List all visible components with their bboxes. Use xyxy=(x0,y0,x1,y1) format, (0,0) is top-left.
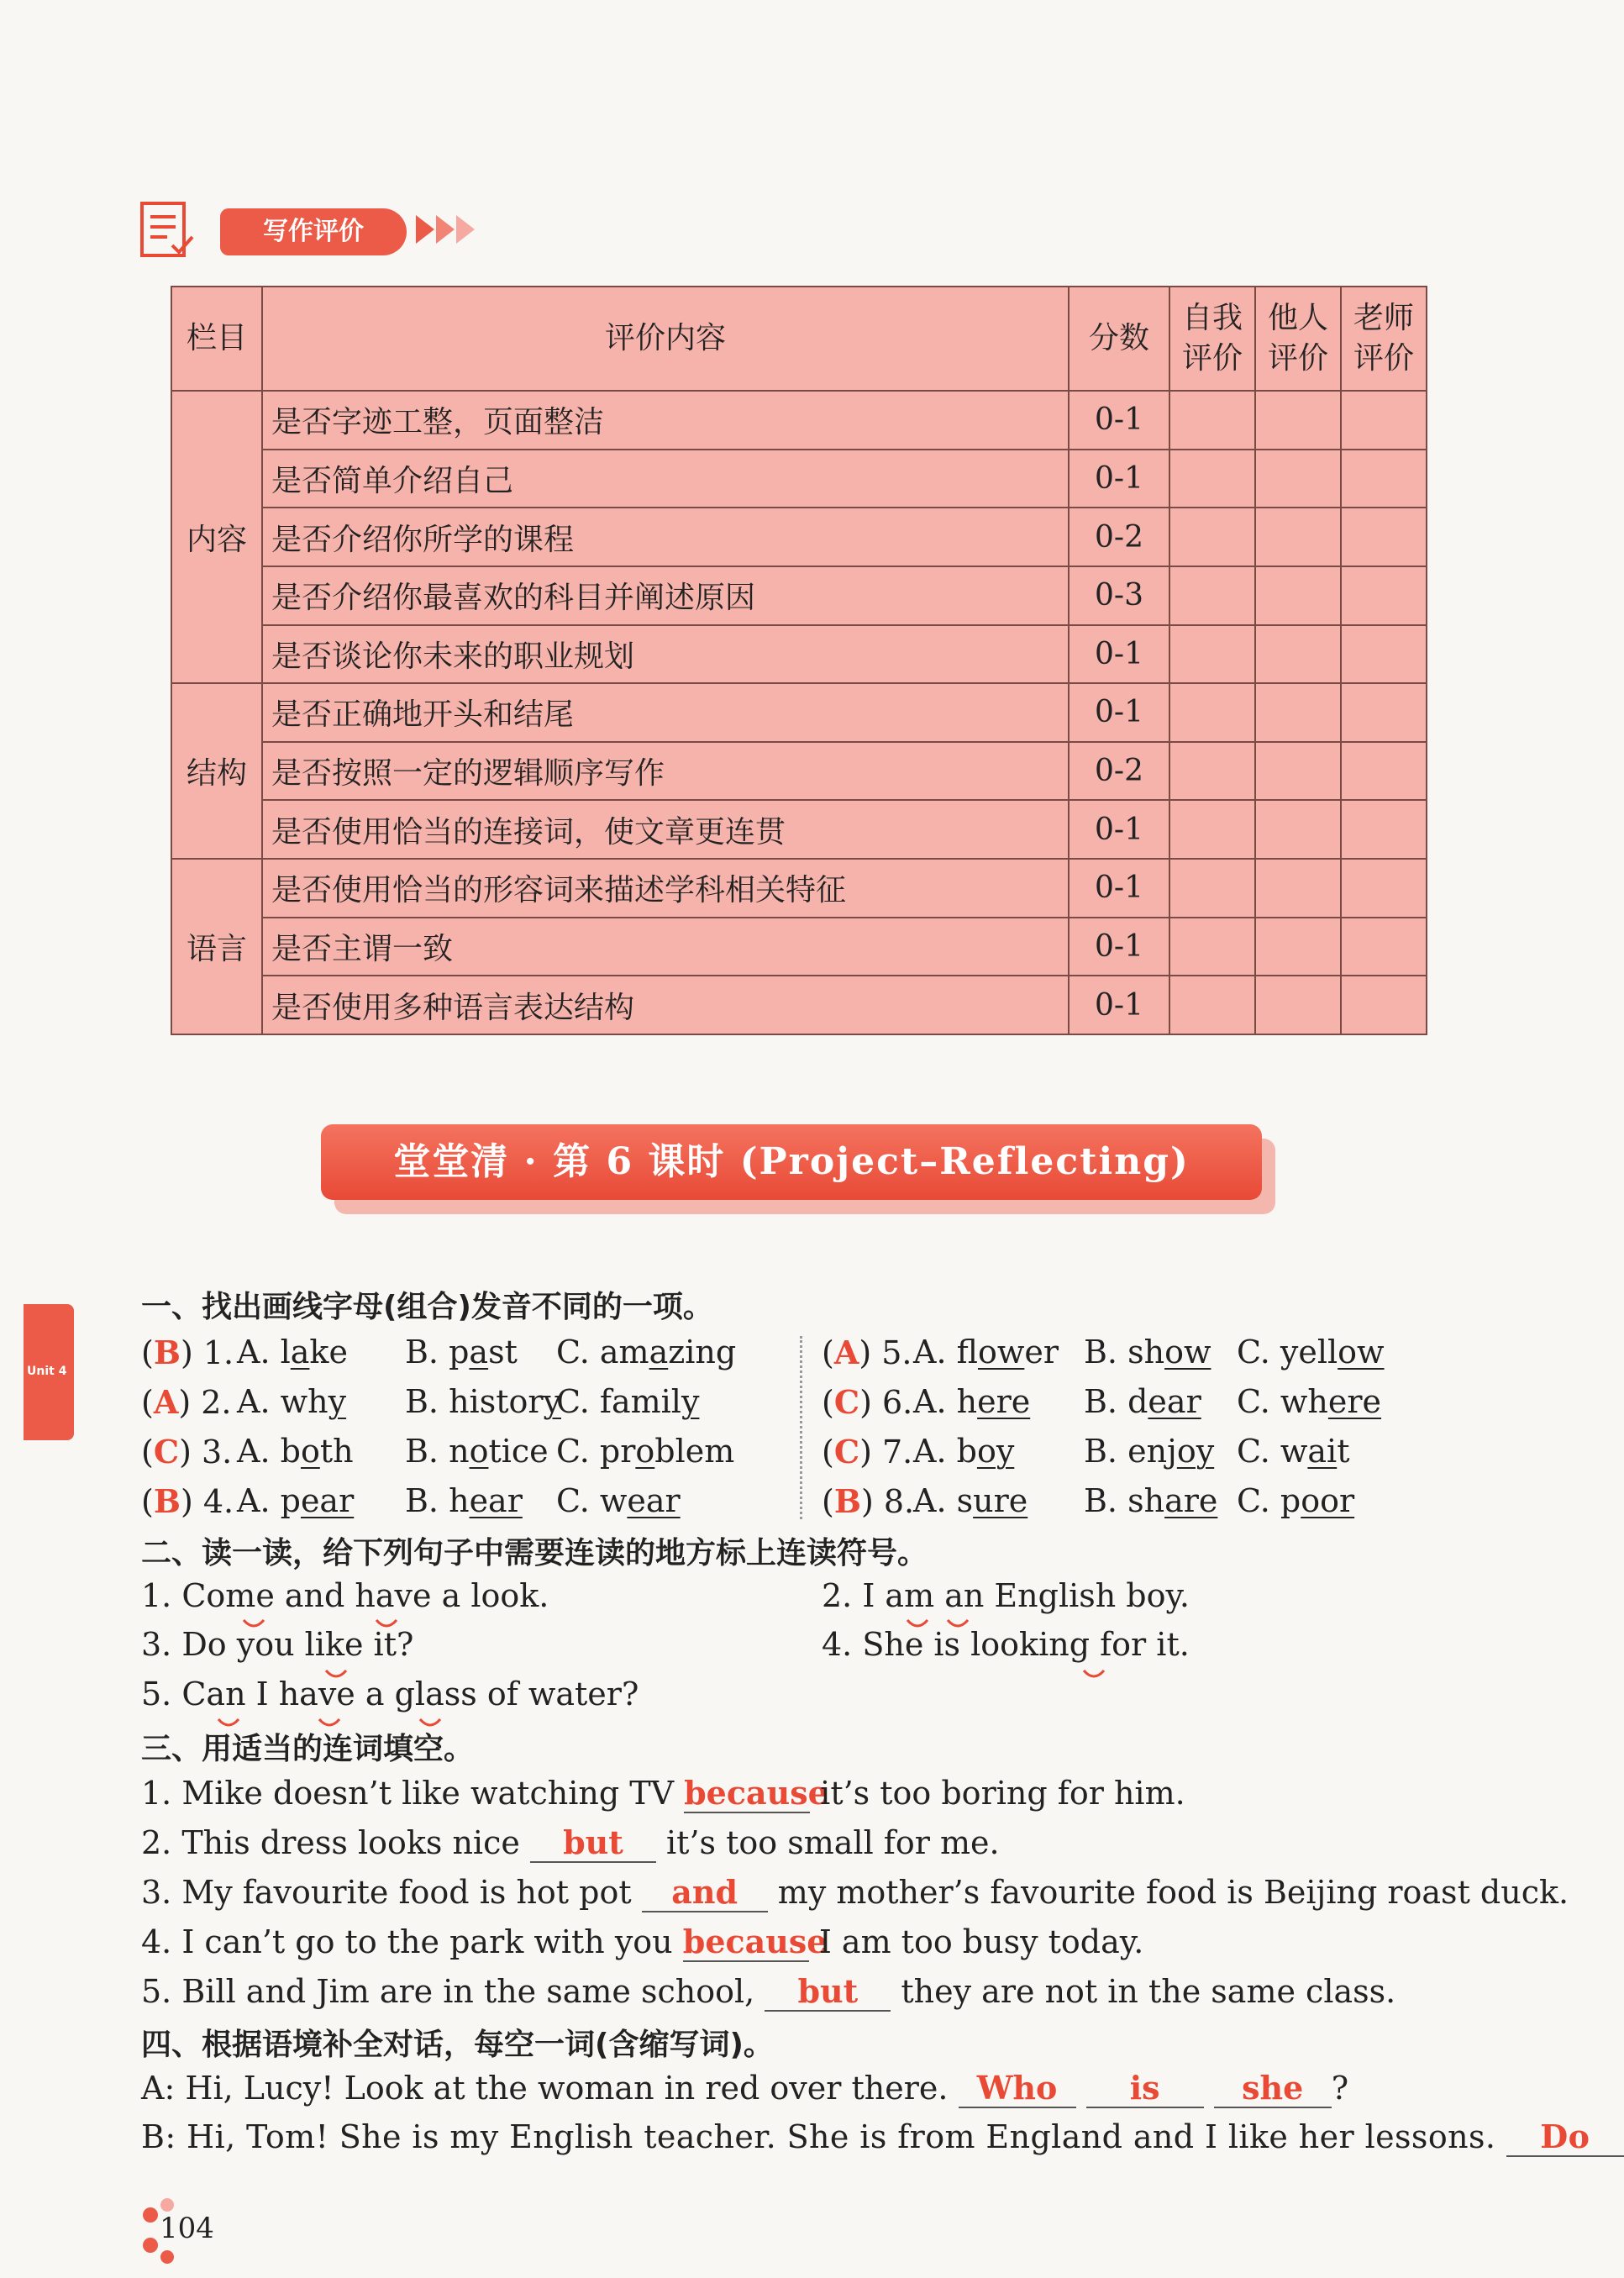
rubric-item: 是否介绍你所学的课程 xyxy=(262,508,1069,566)
rubric-score: 0-1 xyxy=(1069,976,1169,1034)
rubric-item: 是否使用恰当的形容词来描述学科相关特征 xyxy=(262,859,1069,918)
rubric-item: 是否正确地开头和结尾 xyxy=(262,683,1069,742)
rubric-item: 是否字迹工整，页面整洁 xyxy=(262,391,1069,450)
liaison-mark xyxy=(376,1620,397,1626)
sentence-2: 2. I am an English boy. xyxy=(822,1577,1190,1614)
liaison-mark xyxy=(218,1719,239,1725)
answer-blank[interactable]: is xyxy=(1086,2069,1204,2108)
rubric-score: 0-2 xyxy=(1069,742,1169,801)
header-self: 自我评价 xyxy=(1169,287,1255,391)
answer-bracket[interactable]: (B) 4. xyxy=(141,1482,234,1520)
fill-in-item: 2. This dress looks nice but it’s too small for me. xyxy=(141,1823,1000,1861)
rubric-item: 是否简单介绍自己 xyxy=(262,450,1069,508)
unit-label: Unit 4 xyxy=(27,1365,67,1378)
rubric-item: 是否使用恰当的连接词，使文章更连贯 xyxy=(262,800,1069,859)
liaison-mark xyxy=(1084,1670,1104,1676)
answer-blank[interactable]: but xyxy=(765,1972,891,2012)
answer-bracket[interactable]: (A) 2. xyxy=(141,1383,232,1421)
section-3-title: 三、用适当的连词填空。 xyxy=(141,1732,475,1766)
answer-bracket[interactable]: (A) 5. xyxy=(822,1334,912,1371)
phonics-option: A. sure xyxy=(913,1482,1028,1519)
rubric-score: 0-1 xyxy=(1069,918,1169,976)
header-category: 栏目 xyxy=(171,287,262,391)
answer-blank[interactable]: but xyxy=(530,1823,656,1863)
rubric-score: 0-2 xyxy=(1069,508,1169,566)
phonics-option: A. boy xyxy=(913,1433,1015,1470)
fill-in-item: 4. I can’t go to the park with you because I am too busy today. xyxy=(141,1923,1144,1960)
phonics-option: A. here xyxy=(913,1383,1031,1420)
fill-in-item: 3. My favourite food is hot pot and my mother’s favourite food is Beijing roast duck. xyxy=(141,1873,1569,1911)
dialogue-line-b: B: Hi, Tom! She is my English teacher. She is from England and I like her lessons. Do xyxy=(141,2118,1624,2157)
liaison-mark xyxy=(948,1620,968,1626)
rubric-score: 0-1 xyxy=(1069,800,1169,859)
liaison-mark xyxy=(244,1620,264,1626)
rubric-score: 0-1 xyxy=(1069,391,1169,450)
answer-bracket[interactable]: (C) 7. xyxy=(822,1433,913,1470)
rubric-item: 是否使用多种语言表达结构 xyxy=(262,976,1069,1034)
section-1-title: 一、找出画线字母(组合)发音不同的一项。 xyxy=(141,1290,713,1324)
rubric-item: 是否主谓一致 xyxy=(262,918,1069,976)
rubric-item: 是否谈论你未来的职业规划 xyxy=(262,625,1069,684)
phonics-option: A. why xyxy=(237,1383,347,1420)
dialogue-line-a: A: Hi, Lucy! Look at the woman in red over there. Who is she ? xyxy=(141,2069,1349,2107)
phonics-option: C. amazing xyxy=(556,1334,737,1370)
rubric-score: 0-1 xyxy=(1069,625,1169,684)
header-content: 评价内容 xyxy=(262,287,1069,391)
rubric-item: 是否按照一定的逻辑顺序写作 xyxy=(262,742,1069,801)
section-4-title: 四、根据语境补全对话，每空一词(含缩写词)。 xyxy=(141,2028,774,2062)
phonics-option: C. wait xyxy=(1237,1433,1350,1470)
answer-bracket[interactable]: (B) 8. xyxy=(822,1482,915,1520)
phonics-option: B. hear xyxy=(405,1482,523,1519)
liaison-mark xyxy=(420,1719,440,1725)
sentence-4: 4. She is looking for it. xyxy=(822,1626,1190,1663)
header-score: 分数 xyxy=(1069,287,1169,391)
phonics-option: A. both xyxy=(237,1433,354,1470)
lesson-banner: 堂堂清 · 第 6 课时 (Project–Reflecting) xyxy=(321,1124,1262,1200)
phonics-option: B. dear xyxy=(1084,1383,1201,1420)
phonics-option: B. share xyxy=(1084,1482,1218,1519)
phonics-option: C. poor xyxy=(1237,1482,1355,1519)
answer-bracket[interactable]: (C) 6. xyxy=(822,1383,913,1421)
category-cell: 内容 xyxy=(171,391,262,683)
answer-blank[interactable]: and xyxy=(642,1873,768,1912)
header-peer: 他人评价 xyxy=(1255,287,1341,391)
writing-eval-tag: 写作评价 xyxy=(220,208,407,255)
section-2-title: 二、读一读，给下列句子中需要连读的地方标上连读符号。 xyxy=(141,1536,928,1570)
phonics-option: C. where xyxy=(1237,1383,1382,1420)
rubric-score: 0-1 xyxy=(1069,859,1169,918)
liaison-mark xyxy=(326,1670,346,1676)
phonics-option: B. history xyxy=(405,1383,561,1420)
answer-bracket[interactable]: (B) 1. xyxy=(141,1334,234,1371)
phonics-option: B. past xyxy=(405,1334,518,1370)
sentence-3: 3. Do you like it? xyxy=(141,1626,414,1663)
answer-blank[interactable]: Who xyxy=(959,2069,1076,2108)
sentence-1: 1. Come and have a look. xyxy=(141,1577,549,1614)
phonics-option: C. wear xyxy=(556,1482,681,1519)
liaison-mark xyxy=(907,1620,928,1626)
answer-blank[interactable]: Do xyxy=(1506,2118,1624,2157)
phonics-option: B. show xyxy=(1084,1334,1211,1370)
page-number: 104 xyxy=(160,2212,214,2245)
answer-blank[interactable]: because xyxy=(682,1923,828,1960)
rubric-score: 0-1 xyxy=(1069,450,1169,508)
fill-in-item: 1. Mike doesn’t like watching TV because it’s too boring for him. xyxy=(141,1774,1185,1812)
phonics-option: C. yellow xyxy=(1237,1334,1385,1370)
rubric-score: 0-1 xyxy=(1069,683,1169,742)
category-cell: 语言 xyxy=(171,859,262,1034)
answer-blank[interactable]: because xyxy=(684,1774,828,1812)
header-teacher: 老师评价 xyxy=(1341,287,1427,391)
answer-blank[interactable]: she xyxy=(1214,2069,1332,2108)
sentence-5: 5. Can I have a glass of water? xyxy=(141,1676,639,1712)
phonics-option: B. enjoy xyxy=(1084,1433,1215,1470)
liaison-mark xyxy=(319,1719,339,1725)
rubric-item: 是否介绍你最喜欢的科目并阐述原因 xyxy=(262,566,1069,625)
category-cell: 结构 xyxy=(171,683,262,859)
phonics-option: A. lake xyxy=(237,1334,348,1370)
rubric-score: 0-3 xyxy=(1069,566,1169,625)
fill-in-item: 5. Bill and Jim are in the same school, but they are not in the same class. xyxy=(141,1972,1396,2010)
phonics-option: A. pear xyxy=(237,1482,355,1519)
phonics-option: A. flower xyxy=(913,1334,1059,1370)
phonics-option: C. problem xyxy=(556,1433,735,1470)
phonics-option: C. family xyxy=(556,1383,700,1420)
phonics-option: B. notice xyxy=(405,1433,549,1470)
answer-bracket[interactable]: (C) 3. xyxy=(141,1433,233,1470)
